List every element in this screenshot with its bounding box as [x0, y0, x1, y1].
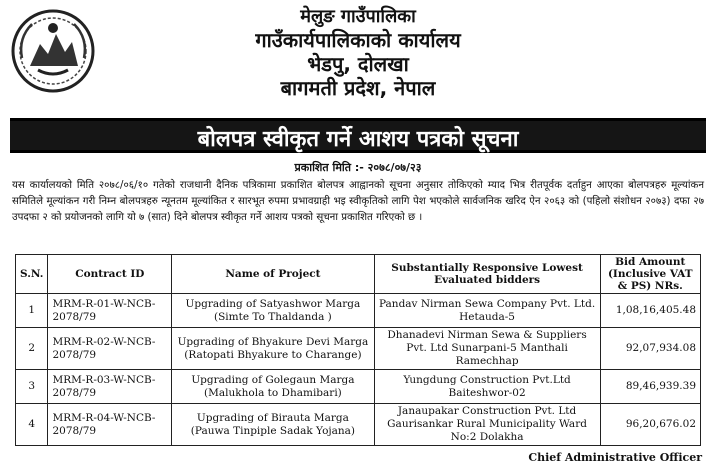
office-name: गाउँकार्यपालिकाको कार्यालय: [255, 28, 461, 52]
header-contract-id: Contract ID: [48, 255, 172, 294]
table-header-row: [16, 255, 701, 294]
row-amount: 89,46,939.39: [600, 370, 700, 404]
row-contract-id: MRM-R-03-W-NCB-2078/79: [48, 370, 172, 404]
notice-banner: [10, 118, 706, 153]
office-location: भेडपु, दोलखा: [307, 52, 409, 76]
row-project: Upgrading of Birauta Marga (Pauwa Tinpiple Sadak Yojana): [172, 404, 374, 446]
row-sn: 2: [16, 328, 48, 370]
province-country: बागमती प्रदेश, नेपाल: [280, 76, 436, 100]
published-date: प्रकाशित मिति :- २०७८/०७/२३: [294, 161, 422, 174]
row-contract-id: MRM-R-04-W-NCB-2078/79: [48, 404, 172, 446]
header-project: Name of Project: [172, 255, 374, 294]
row-project: Upgrading of Golegaun Marga (Malukhola to Dhamibari): [172, 370, 374, 404]
row-contract-id: MRM-R-02-W-NCB-2078/79: [48, 328, 172, 370]
header-amount: Bid Amount (Inclusive VAT & PS) NRs.: [600, 255, 700, 294]
row-amount: 92,07,934.08: [600, 328, 700, 370]
table-row: [16, 328, 701, 370]
row-bidder: Janaupakar Construction Pvt. Ltd Gaurisankar Rural Municipality Ward No:2 Dolakha: [374, 404, 600, 446]
header-sn: S.N.: [16, 255, 48, 294]
notice-title: बोलपत्र स्वीकृत गर्ने आशय पत्रको सूचना: [197, 127, 519, 152]
table-row: [16, 404, 701, 446]
table-row: [16, 294, 701, 328]
row-contract-id: MRM-R-01-W-NCB-2078/79: [48, 294, 172, 328]
row-amount: 1,08,16,405.48: [600, 294, 700, 328]
row-bidder: Yungdung Construction Pvt.Ltd Baiteshwor-02: [374, 370, 600, 404]
row-project: Upgrading of Bhyakure Devi Marga (Ratopati Bhyakure to Charange): [172, 328, 374, 370]
header-bidder: Substantially Responsive Lowest Evaluated bidders: [374, 255, 600, 294]
bid-table: [15, 254, 701, 446]
signatory-title: Chief Administrative Officer: [528, 451, 702, 464]
table-row: [16, 370, 701, 404]
row-bidder: Dhanadevi Nirman Sewa & Suppliers Pvt. Ltd Sunarpani-5 Manthali Ramechhap: [374, 328, 600, 370]
row-sn: 4: [16, 404, 48, 446]
notice-body: यस कार्यालयको मिति २०७८/०६/१० गतेको राजधानी दैनिक पत्रिकामा प्रकाशित बोलपत्र आह्वानको सूचना अनुसार तोकिएको म्याद भित्र रीतपूर्वक दर्ताहुन आएका बोलपत्रहरु मूल्यांकन समितिले मूल्यांकन गरी निम्न बोलपत्रहरु न्यूनतम मूल्यांकित र सारभूत रुपमा प्रभावग्राही भइ स्वीकृतिको लागि पेश भएकोले सार्वजनिक खरिद ऐन २०६३ को (पहिलो संशोधन २०७३) दफा २७ उपदफा २ को प्रयोजनको लागि यो ७ (सात) दिने बोलपत्र स्वीकृत गर्ने आशय पत्रको सूचना प्रकाशित गरिएको छ ।: [12, 180, 704, 223]
row-sn: 3: [16, 370, 48, 404]
row-sn: 1: [16, 294, 48, 328]
row-bidder: Pandav Nirman Sewa Company Pvt. Ltd. Hetauda-5: [374, 294, 600, 328]
municipality-name: मेलुङ गाउँपालिका: [300, 6, 416, 27]
row-project: Upgrading of Satyashwor Marga (Simte To Thaldanda ): [172, 294, 374, 328]
row-amount: 96,20,676.02: [600, 404, 700, 446]
